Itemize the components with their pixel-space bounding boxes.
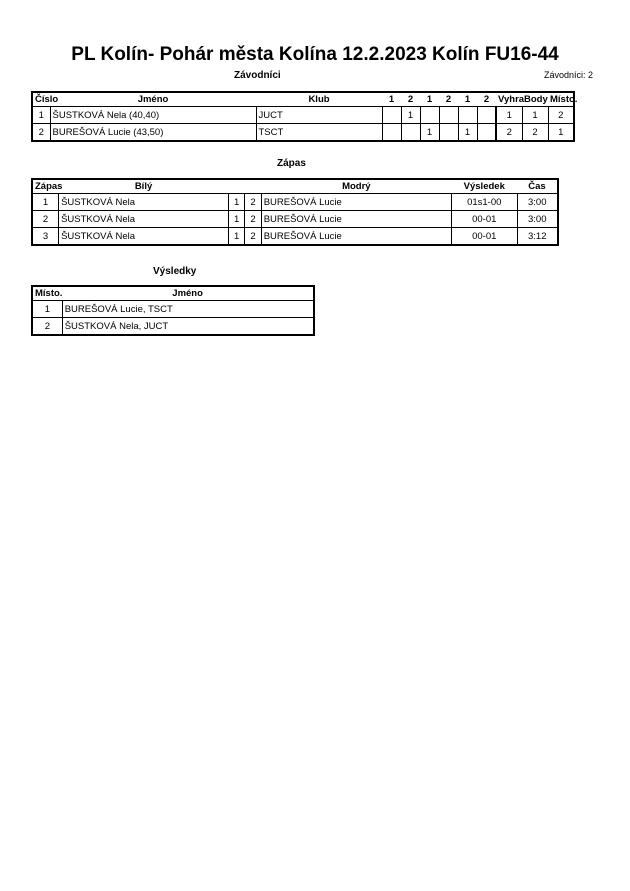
table-row — [32, 228, 558, 246]
result-name: BUREŠOVÁ Lucie, TSCT — [62, 301, 314, 318]
results-heading: Výsledky — [153, 266, 197, 277]
white-competitor: ŠUSTKOVÁ Nela — [59, 228, 229, 246]
match-result: 01s1-00 — [452, 194, 517, 211]
matches-heading: Zápas — [277, 158, 306, 169]
col-round: 1 — [382, 92, 401, 107]
round-cell — [477, 124, 496, 142]
match-a: 1 — [228, 194, 244, 211]
col-points: Body — [524, 94, 548, 105]
match-b: 2 — [245, 228, 261, 246]
col-round: 2 — [477, 92, 496, 107]
col-time: Čas — [517, 179, 558, 194]
col-a — [228, 179, 244, 194]
blue-competitor: BUREŠOVÁ Lucie — [261, 194, 451, 211]
round-cell — [439, 107, 458, 124]
round-cell — [420, 107, 439, 124]
table-row — [32, 124, 574, 142]
match-time: 3:00 — [517, 211, 558, 228]
col-place: Místo. — [550, 94, 578, 105]
table-row — [32, 107, 574, 124]
match-result: 00-01 — [452, 211, 517, 228]
round-cell — [439, 124, 458, 142]
match-time: 3:12 — [517, 228, 558, 246]
col-place: Místo. — [32, 286, 62, 301]
table-row — [32, 211, 558, 228]
competitor-points: 1 — [522, 107, 548, 124]
results-table — [31, 285, 315, 336]
col-blue: Modrý — [261, 179, 451, 194]
match-number: 2 — [32, 211, 59, 228]
competitor-number: 1 — [32, 107, 50, 124]
page-title: PL Kolín- Pohár města Kolína 12.2.2023 Kolín FU16-44 — [71, 44, 559, 65]
round-cell: 1 — [401, 107, 420, 124]
table-row — [32, 301, 314, 318]
round-cell — [401, 124, 420, 142]
competitor-place: 2 — [548, 107, 574, 124]
matches-header-row — [32, 179, 558, 194]
matches-table — [31, 178, 559, 246]
competitor-name: ŠUSTKOVÁ Nela (40,40) — [50, 107, 256, 124]
col-number: Číslo — [32, 92, 50, 107]
competitor-points: 2 — [522, 124, 548, 142]
table-row — [32, 194, 558, 211]
match-b: 2 — [245, 194, 261, 211]
white-competitor: ŠUSTKOVÁ Nela — [59, 211, 229, 228]
competitors-count: Závodníci: 2 — [544, 70, 594, 80]
table-row — [32, 318, 314, 336]
round-cell: 1 — [458, 124, 477, 142]
match-a: 1 — [228, 211, 244, 228]
round-cell — [382, 124, 401, 142]
competitor-number: 2 — [32, 124, 50, 142]
col-wins: Vyhra — [498, 94, 525, 105]
round-cell — [477, 107, 496, 124]
match-number: 1 — [32, 194, 59, 211]
round-cell: 1 — [420, 124, 439, 142]
col-b — [245, 179, 261, 194]
col-result: Výsledek — [452, 179, 517, 194]
competitors-heading: Závodníci — [234, 70, 281, 81]
competitors-table — [31, 91, 578, 142]
competitor-wins: 2 — [496, 124, 522, 142]
results-header-row — [32, 286, 314, 301]
match-result: 00-01 — [452, 228, 517, 246]
blue-competitor: BUREŠOVÁ Lucie — [261, 228, 451, 246]
round-cell — [458, 107, 477, 124]
competitor-place: 1 — [548, 124, 574, 142]
result-place: 2 — [32, 318, 62, 336]
competitor-club: TSCT — [256, 124, 382, 142]
result-place: 1 — [32, 301, 62, 318]
col-match: Zápas — [32, 179, 59, 194]
match-a: 1 — [228, 228, 244, 246]
match-b: 2 — [245, 211, 261, 228]
competitors-header-row — [32, 92, 574, 107]
col-round: 2 — [439, 92, 458, 107]
match-time: 3:00 — [517, 194, 558, 211]
col-round: 1 — [420, 92, 439, 107]
match-number: 3 — [32, 228, 59, 246]
competitor-wins: 1 — [496, 107, 522, 124]
white-competitor: ŠUSTKOVÁ Nela — [59, 194, 229, 211]
blue-competitor: BUREŠOVÁ Lucie — [261, 211, 451, 228]
col-club: Klub — [256, 92, 382, 107]
col-round: 1 — [458, 92, 477, 107]
result-name: ŠUSTKOVÁ Nela, JUCT — [62, 318, 314, 336]
round-cell — [382, 107, 401, 124]
col-white: Bílý — [59, 179, 229, 194]
col-name: Jméno — [50, 92, 256, 107]
competitor-club: JUCT — [256, 107, 382, 124]
col-round: 2 — [401, 92, 420, 107]
competitor-name: BUREŠOVÁ Lucie (43,50) — [50, 124, 256, 142]
col-name: Jméno — [62, 286, 314, 301]
